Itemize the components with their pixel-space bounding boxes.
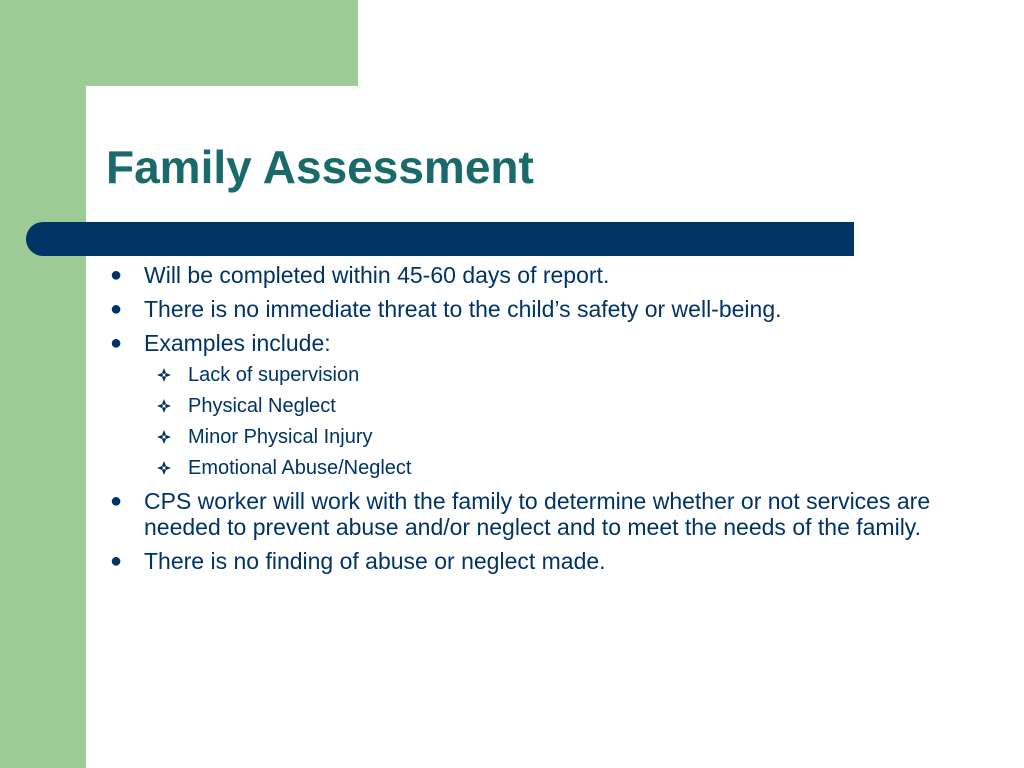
sub-bullet-text: Emotional Abuse/Neglect: [188, 457, 412, 479]
bullet-text: There is no finding of abuse or neglect made.: [144, 548, 606, 574]
bullet-item: [100, 548, 980, 574]
round-bullet-icon: ●: [109, 298, 123, 320]
diamond-bullet-icon: [156, 460, 172, 476]
sub-bullet-item: [100, 456, 980, 480]
sub-bullet-text: Minor Physical Injury: [188, 426, 373, 448]
bullet-item: [100, 262, 980, 288]
bullet-text: CPS worker will work with the family to determine whether or not services are needed to prevent abuse and/or neglect and to meet the needs of the family.: [144, 488, 931, 540]
round-bullet-icon: ●: [109, 490, 123, 512]
decorative-rounded-corner: [86, 86, 146, 146]
bullet-item: [100, 330, 980, 356]
sub-bullet-text: Lack of supervision: [188, 364, 360, 386]
sub-bullet-item: [100, 363, 980, 387]
bullet-text: Will be completed within 45-60 days of report.: [144, 262, 610, 288]
bullet-item: [100, 296, 980, 322]
decorative-green-left-band: [0, 0, 86, 768]
title-underline-bar: [26, 222, 854, 256]
sub-bullet-item: [100, 425, 980, 449]
sub-bullet-text: Physical Neglect: [188, 395, 336, 417]
diamond-bullet-icon: [156, 367, 172, 383]
decorative-green-top-band: [0, 0, 358, 86]
bullet-item: [100, 488, 980, 540]
round-bullet-icon: ●: [109, 550, 123, 572]
bullet-text: There is no immediate threat to the child’s safety or well-being.: [144, 296, 782, 322]
bullet-text: Examples include:: [144, 330, 331, 356]
slide-title: Family Assessment: [106, 141, 534, 193]
round-bullet-icon: ●: [109, 332, 123, 354]
sub-bullet-item: [100, 394, 980, 418]
diamond-bullet-icon: [156, 398, 172, 414]
diamond-bullet-icon: [156, 429, 172, 445]
round-bullet-icon: ●: [109, 264, 123, 286]
bullet-list: [100, 262, 980, 574]
